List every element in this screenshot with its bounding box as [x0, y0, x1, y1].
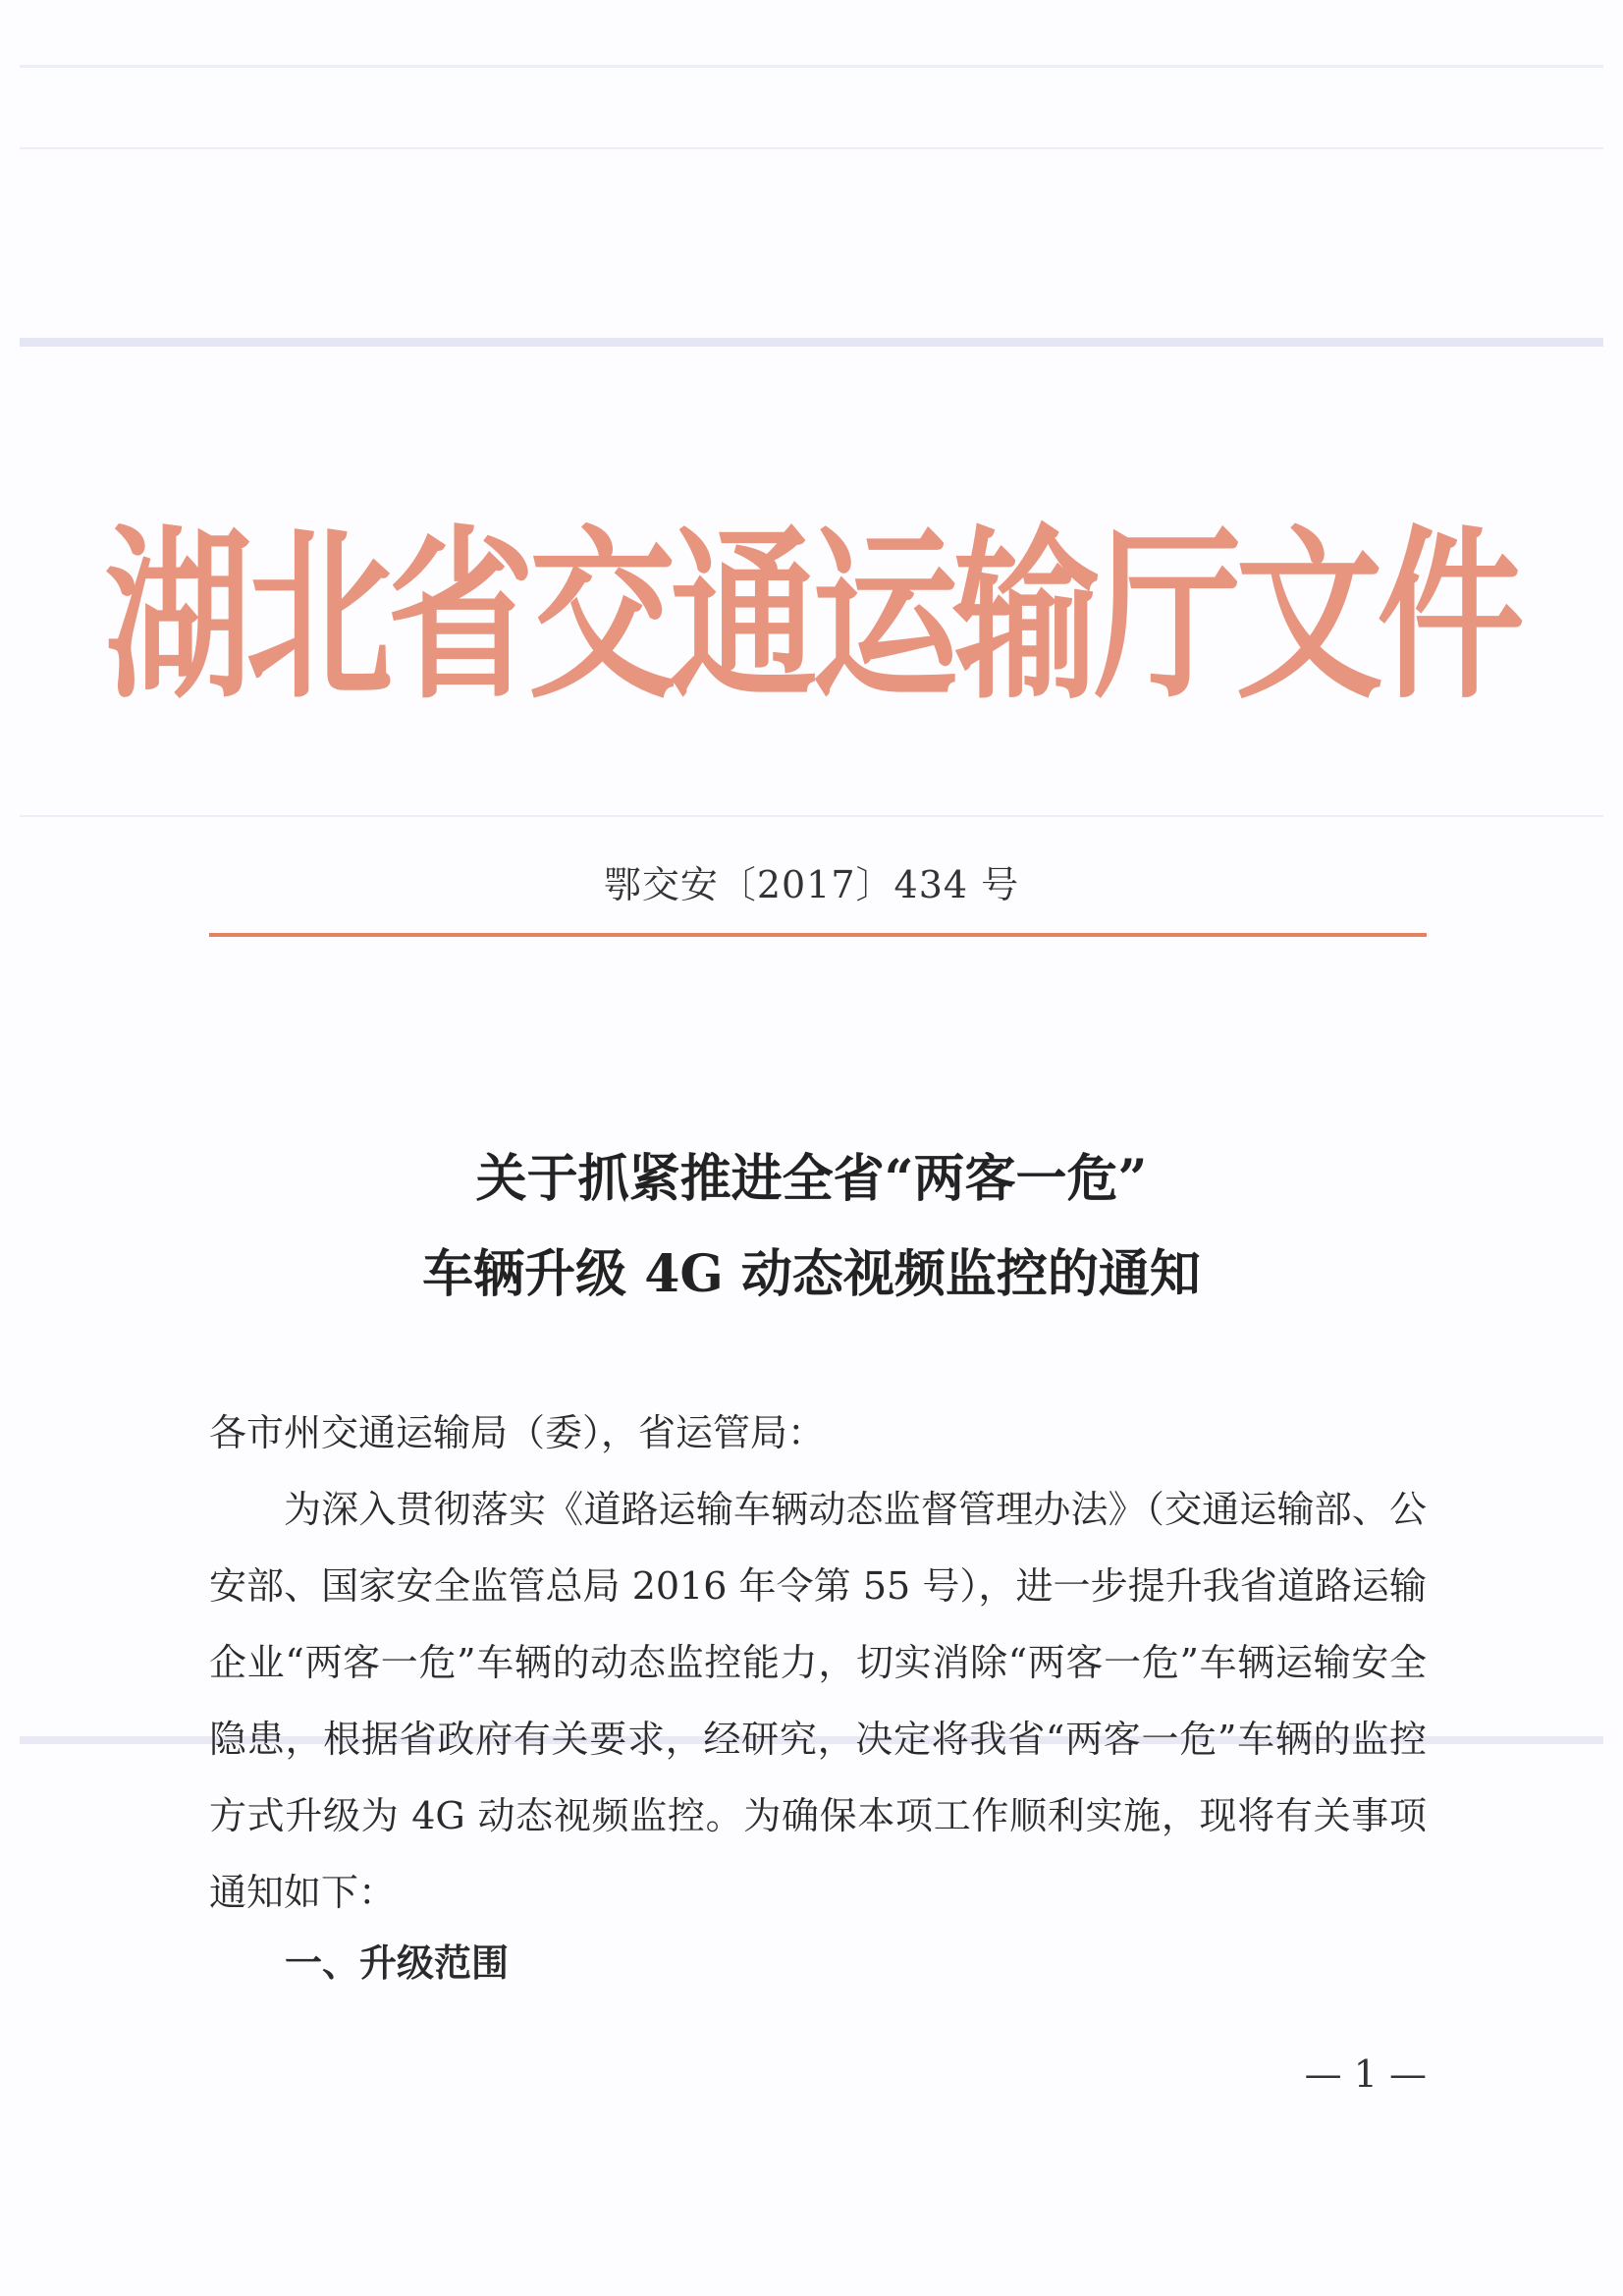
page-number: — 1 —	[1304, 2052, 1427, 2096]
addressee: 各市州交通运输局（委），省运管局：	[209, 1411, 826, 1454]
org-header-title: 湖北省交通运输厅文件	[104, 511, 1519, 725]
intro-paragraph: 为深入贯彻落实《道路运输车辆动态监督管理办法》（交通运输部、公安部、国家安全监管总局 2016 年令第 55 号），进一步提升我省道路运输企业“两客一危”车辆的动态监控能力，切实消除“两客一危”车辆运输安全隐患，根据省政府有关要求，经研究，决定将我省“两客一危”车辆的监控方式升级为 4G 动态视频监控。为确保本项工作顺利实施，现将有关事项通知如下：	[209, 1488, 1427, 1914]
notice-title-line-2: 车辆升级 4G 动态视频监控的通知	[422, 1244, 1201, 1304]
document-number: 鄂交安〔2017〕434 号	[603, 863, 1020, 906]
notice-title-line-1: 关于抓紧推进全省“两客一危”	[475, 1149, 1148, 1209]
section-heading-1: 一、升级范围	[285, 1941, 510, 1985]
scan-band	[20, 338, 1603, 347]
scan-band	[20, 147, 1603, 149]
scan-band	[20, 65, 1603, 68]
header-red-rule	[209, 933, 1427, 937]
scan-band	[20, 815, 1603, 817]
